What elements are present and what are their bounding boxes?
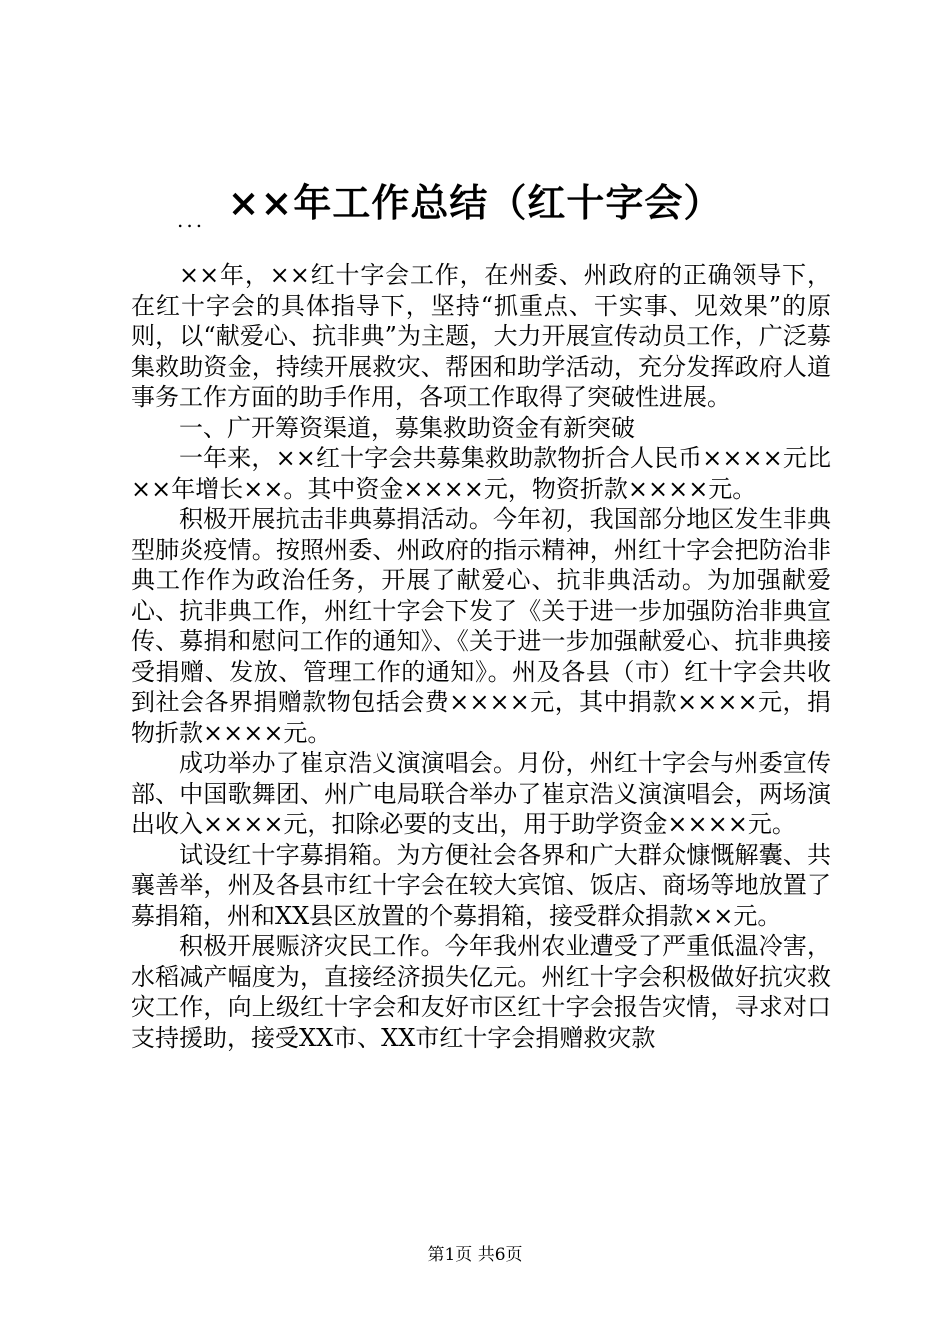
paragraph-disaster-relief: 积极开展赈济灾民工作。今年我州农业遭受了严重低温冷害，水稻减产幅度为，直接经济损失亿元。州红十字会积极做好抗灾救灾工作，向上级红十字会和友好市区红十字会报告灾情，寻求对口支持援助，接受XX市、XX市红十字会捐赠救灾款 bbox=[131, 932, 831, 1052]
paragraph-fundraising-total: 一年来，××红十字会共募集救助款物折合人民币××××元比××年增长××。其中资金××××元，物资折款××××元。 bbox=[131, 444, 831, 503]
document-body bbox=[131, 260, 831, 1053]
section-heading-1: 一、广开筹资渠道，募集救助资金有新突破 bbox=[179, 413, 635, 442]
page-footer: 第1页 共6页 bbox=[427, 1245, 523, 1265]
page-title: ××年工作总结（红十字会） bbox=[227, 180, 723, 225]
paragraph-charity-concert: 成功举办了崔京浩义演演唱会。月份，州红十字会与州委宣传部、中国歌舞团、州广电局联合举办了崔京浩义演演唱会，两场演出收入××××元，扣除必要的支出，用于助学资金××××元。 bbox=[131, 749, 831, 838]
ellipsis-mark: ... bbox=[177, 208, 206, 232]
paragraph-donation-boxes: 试设红十字募捐箱。为方便社会各界和广大群众慷慨解囊、共襄善举，州及各县市红十字会在较大宾馆、饭店、商场等地放置了募捐箱，州和XX县区放置的个募捐箱，接受群众捐款××元。 bbox=[131, 840, 831, 930]
paragraph-sars-donation: 积极开展抗击非典募捐活动。今年初，我国部分地区发生非典型肺炎疫情。按照州委、州政府的指示精神，州红十字会把防治非典工作作为政治任务，开展了献爱心、抗非典活动。为加强献爱心、抗非典工作，州红十字会下发了《关于进一步加强防治非典宣传、募捐和慰问工作的通知》、《关于进一步加强献爱心、抗非典接受捐赠、发放、管理工作的通知》。州及各县（市）红十字会共收到社会各界捐赠款物包括会费××××元，其中捐款××××元，捐物折款××××元。 bbox=[131, 505, 831, 747]
paragraph-intro: ××年，××红十字会工作，在州委、州政府的正确领导下，在红十字会的具体指导下，坚持“抓重点、干实事、见效果”的原则，以“献爱心、抗非典”为主题，大力开展宣传动员工作，广泛募集救助资金，持续开展救灾、帮困和助学活动，充分发挥政府人道事务工作方面的助手作用，各项工作取得了突破性进展。 bbox=[131, 261, 831, 411]
